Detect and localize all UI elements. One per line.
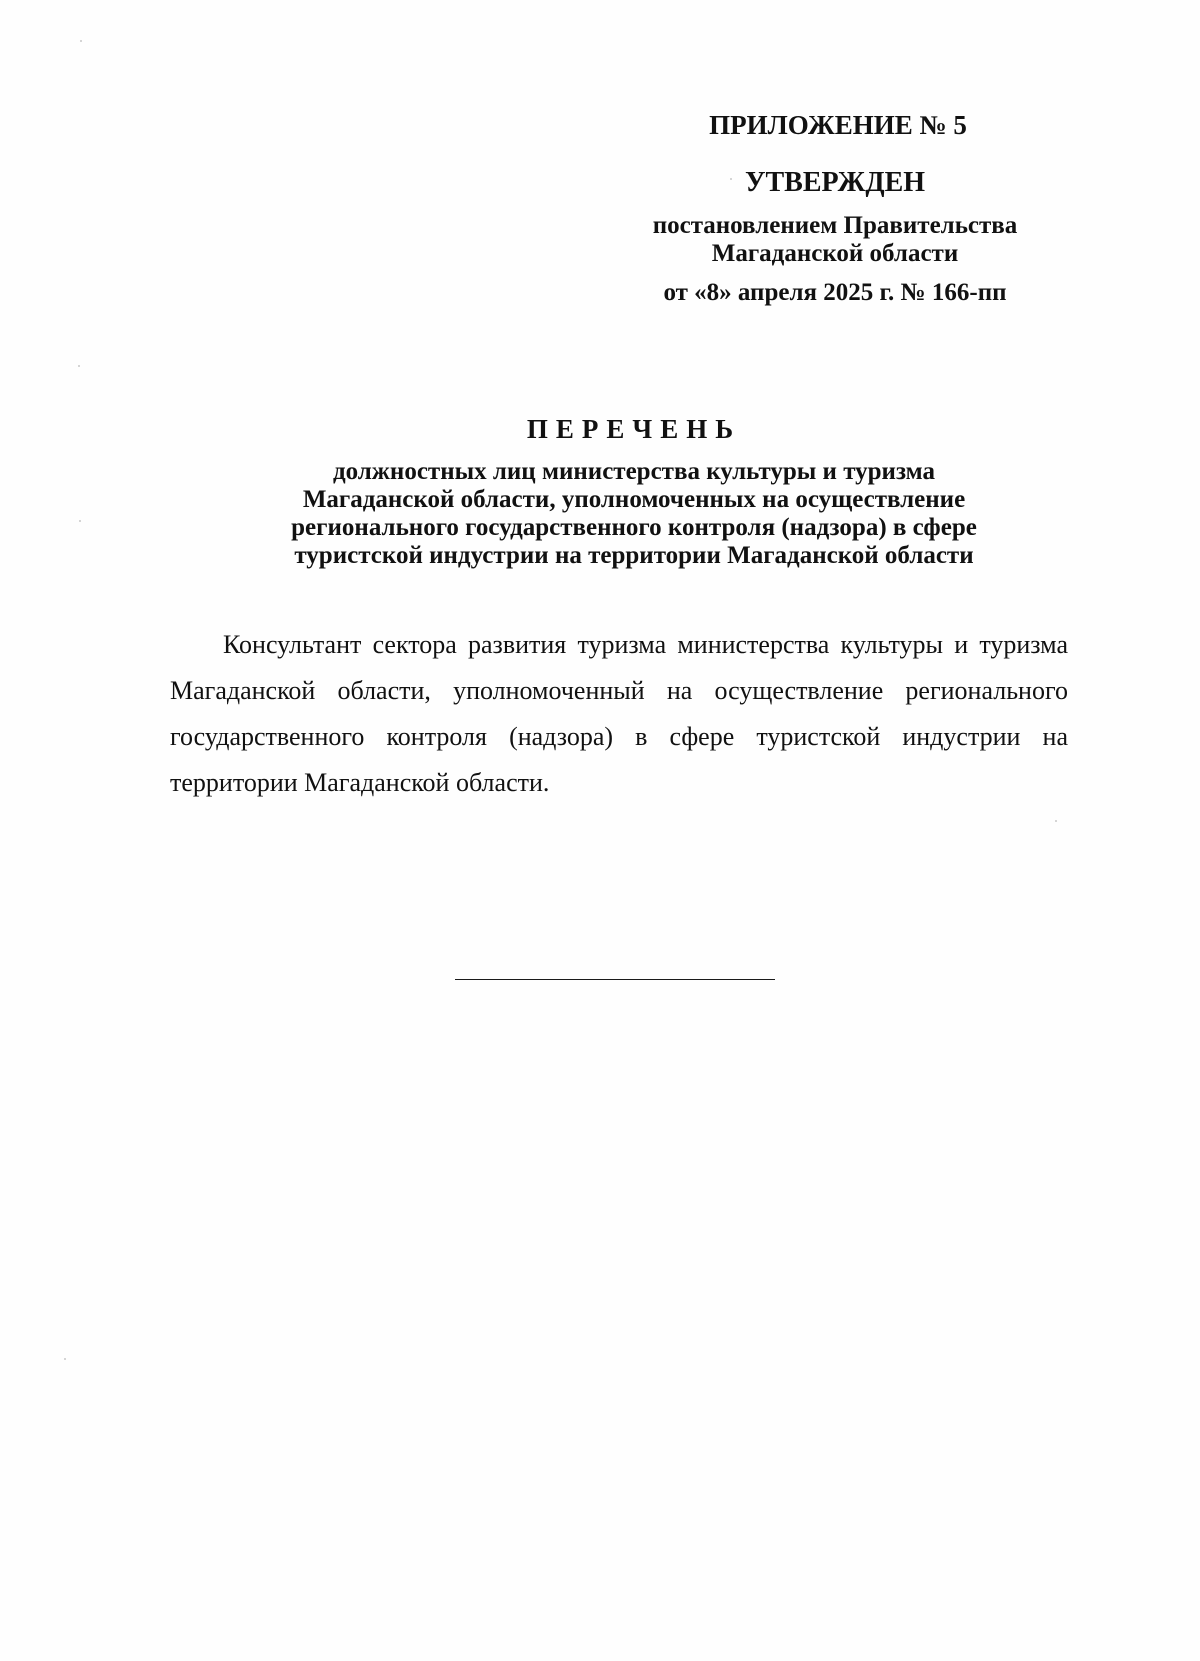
- end-divider: [455, 979, 775, 980]
- scan-speck: [80, 40, 82, 42]
- scan-speck: [78, 365, 80, 367]
- appendix-number: ПРИЛОЖЕНИЕ № 5: [709, 110, 967, 140]
- list-subtitle: [170, 458, 1098, 570]
- scan-speck: [79, 520, 81, 522]
- approval-block: [600, 108, 1070, 308]
- body-paragraph: Консультант сектора развития туризма министерства культуры и туризма Магаданской области, уполномоченный на осуществление регионального государственного контроля (надзора) в сфере туристской индустрии на территории Магаданской области.: [170, 630, 1068, 797]
- scan-speck: [1055, 820, 1057, 822]
- list-subtitle-line-1: должностных лиц министерства культуры и туризма: [332, 458, 936, 485]
- approved-date: от «8» апреля 2025 г. № 166-пп: [663, 279, 1007, 306]
- list-subtitle-line-3: регионального государственного контроля (надзора) в сфере: [291, 514, 977, 541]
- list-title: ПЕРЕЧЕНЬ: [526, 414, 742, 444]
- approved-by-line: постановлением Правительства: [652, 212, 1018, 239]
- list-subtitle-line-2: Магаданской области, уполномоченных на осуществление: [302, 486, 966, 513]
- scan-speck: [730, 178, 732, 180]
- scan-speck: [64, 1358, 66, 1360]
- approved-label: УТВЕРЖДЕН: [744, 167, 926, 198]
- approved-by-region: Магаданской области: [711, 240, 959, 267]
- list-subtitle-line-4: туристской индустрии на территории Магаданской области: [294, 542, 974, 569]
